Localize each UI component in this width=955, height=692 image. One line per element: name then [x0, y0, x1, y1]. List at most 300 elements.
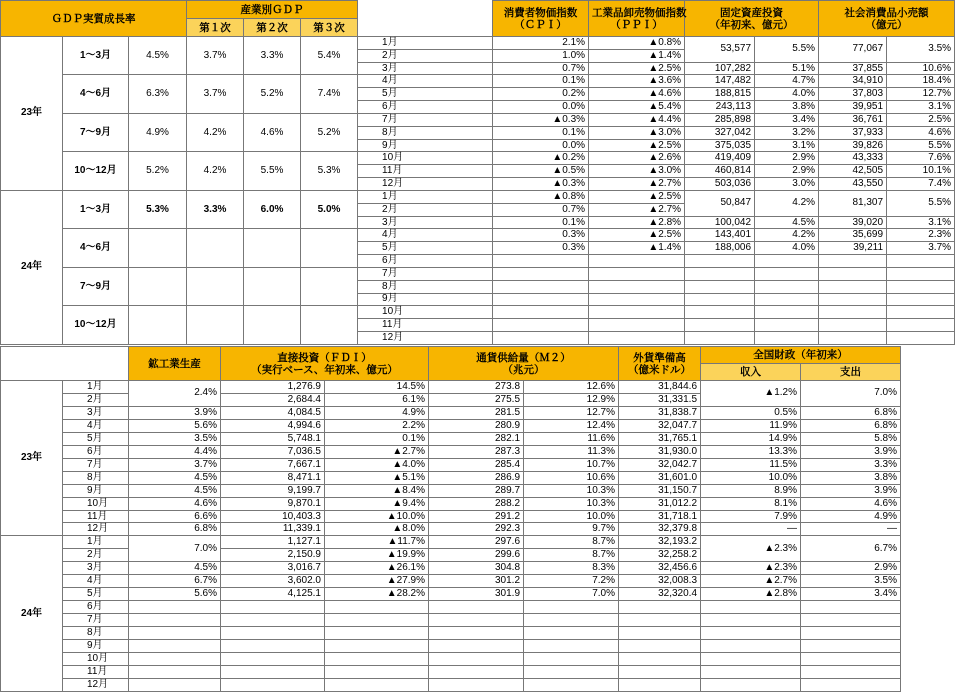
mining-cell: 5.6% — [129, 588, 221, 601]
blank-header — [358, 1, 493, 37]
fiscal-expenditure-cell: 3.8% — [801, 471, 901, 484]
fixed-asset-growth-cell: 3.2% — [755, 126, 819, 139]
sector2-header: 第２次 — [244, 19, 301, 37]
sector1-cell: 3.7% — [187, 37, 244, 75]
expenditure-header: 支出 — [801, 364, 901, 381]
fx-reserve-cell: 32,258.2 — [619, 549, 701, 562]
fixed-asset-cell — [685, 255, 755, 268]
fiscal-revenue-cell: 10.0% — [701, 471, 801, 484]
ppi-cell: ▲2.7% — [589, 178, 685, 191]
mining-cell: 6.7% — [129, 575, 221, 588]
fx-reserve-cell: 31,331.5 — [619, 393, 701, 406]
fdi-cell: 7,036.5 — [221, 445, 325, 458]
mining-cell: 6.8% — [129, 523, 221, 536]
fixed-asset-cell — [685, 319, 755, 332]
fixed-asset-growth-cell — [755, 267, 819, 280]
fdi-header: 直接投資（ＦＤＩ） （実行ベース、年初来、億元） — [221, 347, 429, 381]
mining-cell: 3.5% — [129, 432, 221, 445]
revenue-header: 収入 — [701, 364, 801, 381]
month-label: 11月 — [358, 319, 493, 332]
month-label: 2月 — [358, 49, 493, 62]
fixed-asset-cell: 53,577 — [685, 37, 755, 63]
m2-growth-cell: 11.3% — [524, 445, 619, 458]
fiscal-expenditure-cell: 6.7% — [801, 536, 901, 562]
fdi-growth-cell — [325, 601, 429, 614]
m2-growth-cell: 8.7% — [524, 536, 619, 549]
table-row — [1, 445, 901, 458]
m2-growth-cell: 10.3% — [524, 484, 619, 497]
fiscal-revenue-cell: 7.9% — [701, 510, 801, 523]
fdi-growth-cell: ▲27.9% — [325, 575, 429, 588]
m2-header: 通貨供給量（Ｍ２） （兆元） — [429, 347, 619, 381]
fiscal-revenue-cell: 8.1% — [701, 497, 801, 510]
cpi-cell: 0.3% — [493, 229, 589, 242]
fiscal-expenditure-cell: 3.3% — [801, 458, 901, 471]
sector1-cell: 3.7% — [187, 75, 244, 113]
m2-growth-cell: 9.7% — [524, 523, 619, 536]
fx-reserve-cell — [619, 678, 701, 691]
retail-cell — [819, 255, 887, 268]
macro-indicators-table-bottom — [0, 346, 901, 692]
m2-growth-cell: 10.7% — [524, 458, 619, 471]
mining-cell — [129, 665, 221, 678]
quarter-label: 1～3月 — [63, 37, 129, 75]
table-row — [1, 113, 955, 126]
retail-cell: 77,067 — [819, 37, 887, 63]
fx-reserve-header: 外貨準備高 （億米ドル） — [619, 347, 701, 381]
fdi-cell: 4,125.1 — [221, 588, 325, 601]
month-label: 8月 — [63, 627, 129, 640]
retail-cell: 37,855 — [819, 62, 887, 75]
mining-cell: 7.0% — [129, 536, 221, 562]
month-label: 12月 — [63, 523, 129, 536]
ppi-cell: ▲2.5% — [589, 190, 685, 203]
table-row — [1, 406, 901, 419]
retail-growth-cell: 4.6% — [887, 126, 955, 139]
fdi-growth-cell — [325, 640, 429, 653]
retail-cell: 81,307 — [819, 190, 887, 216]
table-row — [1, 229, 955, 242]
fiscal-revenue-cell — [701, 678, 801, 691]
fdi-cell: 3,602.0 — [221, 575, 325, 588]
table-row — [1, 458, 901, 471]
table-row — [1, 432, 901, 445]
retail-cell — [819, 319, 887, 332]
fx-reserve-cell — [619, 601, 701, 614]
month-label: 7月 — [63, 614, 129, 627]
fdi-cell: 9,199.7 — [221, 484, 325, 497]
fiscal-revenue-cell — [701, 601, 801, 614]
month-label: 11月 — [63, 665, 129, 678]
table-row — [1, 152, 955, 165]
top-table-body — [1, 37, 955, 345]
ppi-cell: ▲1.4% — [589, 49, 685, 62]
fdi-growth-cell: ▲11.7% — [325, 536, 429, 549]
m2-growth-cell: 7.2% — [524, 575, 619, 588]
m2-cell — [429, 678, 524, 691]
cpi-cell — [493, 280, 589, 293]
fiscal-revenue-cell: ▲2.7% — [701, 575, 801, 588]
table-row — [1, 678, 901, 691]
year-label: 24年 — [1, 536, 63, 692]
fixed-asset-cell: 285,898 — [685, 113, 755, 126]
retail-cell: 42,505 — [819, 165, 887, 178]
retail-cell: 37,803 — [819, 88, 887, 101]
month-label: 6月 — [358, 101, 493, 114]
retail-growth-cell: 5.5% — [887, 190, 955, 216]
retail-growth-cell: 10.1% — [887, 165, 955, 178]
cpi-cell: 1.0% — [493, 49, 589, 62]
month-label: 5月 — [358, 242, 493, 255]
gdp-growth-cell — [129, 267, 187, 305]
ppi-cell — [589, 306, 685, 319]
month-label: 12月 — [63, 678, 129, 691]
month-label: 2月 — [358, 203, 493, 216]
month-label: 8月 — [358, 126, 493, 139]
m2-growth-cell: 7.0% — [524, 588, 619, 601]
fiscal-header: 全国財政（年初来） — [701, 347, 901, 364]
month-label: 11月 — [358, 165, 493, 178]
month-label: 1月 — [63, 381, 129, 394]
fiscal-expenditure-cell: 3.5% — [801, 575, 901, 588]
retail-cell: 39,211 — [819, 242, 887, 255]
year-label: 23年 — [1, 381, 63, 536]
sector1-cell: 4.2% — [187, 152, 244, 190]
m2-cell: 286.9 — [429, 471, 524, 484]
fixed-asset-growth-cell: 3.1% — [755, 139, 819, 152]
table-row — [1, 523, 901, 536]
table-row — [1, 510, 901, 523]
quarter-label: 7～9月 — [63, 113, 129, 151]
month-label: 9月 — [358, 293, 493, 306]
retail-growth-cell: 3.1% — [887, 216, 955, 229]
sector2-cell — [244, 229, 301, 267]
sector3-cell — [301, 306, 358, 345]
mining-cell — [129, 627, 221, 640]
retail-growth-cell: 12.7% — [887, 88, 955, 101]
sector2-cell — [244, 306, 301, 345]
fdi-growth-cell: ▲10.0% — [325, 510, 429, 523]
retail-cell: 43,333 — [819, 152, 887, 165]
fdi-growth-cell: ▲5.1% — [325, 471, 429, 484]
fixed-asset-growth-cell: 3.4% — [755, 113, 819, 126]
sector1-cell: 3.3% — [187, 190, 244, 228]
m2-growth-cell: 10.6% — [524, 471, 619, 484]
cpi-cell: 0.0% — [493, 139, 589, 152]
macro-indicators-table-top — [0, 0, 955, 345]
mining-cell: 4.5% — [129, 471, 221, 484]
m2-growth-cell: 12.6% — [524, 381, 619, 394]
quarter-label: 4～6月 — [63, 229, 129, 267]
fixed-asset-growth-cell — [755, 332, 819, 345]
retail-growth-cell — [887, 267, 955, 280]
quarter-label: 4～6月 — [63, 75, 129, 113]
mining-cell: 4.5% — [129, 562, 221, 575]
fdi-cell: 2,684.4 — [221, 393, 325, 406]
cpi-cell: 0.1% — [493, 126, 589, 139]
fiscal-revenue-cell: 0.5% — [701, 406, 801, 419]
fdi-growth-cell: ▲8.0% — [325, 523, 429, 536]
month-label: 3月 — [63, 562, 129, 575]
fixed-asset-cell: 375,035 — [685, 139, 755, 152]
fdi-growth-cell: ▲9.4% — [325, 497, 429, 510]
fixed-asset-growth-cell: 5.1% — [755, 62, 819, 75]
ppi-cell — [589, 280, 685, 293]
table-row — [1, 497, 901, 510]
fiscal-revenue-cell: ― — [701, 523, 801, 536]
m2-cell — [429, 665, 524, 678]
table-row — [1, 75, 955, 88]
fdi-cell: 1,276.9 — [221, 381, 325, 394]
m2-cell: 291.2 — [429, 510, 524, 523]
fixed-asset-cell: 188,006 — [685, 242, 755, 255]
m2-cell: 292.3 — [429, 523, 524, 536]
retail-cell — [819, 332, 887, 345]
fixed-asset-cell: 419,409 — [685, 152, 755, 165]
fx-reserve-cell — [619, 640, 701, 653]
fdi-cell — [221, 678, 325, 691]
month-label: 4月 — [358, 229, 493, 242]
month-label: 5月 — [63, 588, 129, 601]
sector1-cell: 4.2% — [187, 113, 244, 151]
fdi-growth-cell: ▲8.4% — [325, 484, 429, 497]
month-label: 1月 — [358, 190, 493, 203]
ppi-cell: ▲2.7% — [589, 203, 685, 216]
ppi-header: 工業品卸売物価指数 （ＰＰＩ） — [589, 1, 685, 37]
table-row — [1, 614, 901, 627]
month-label: 5月 — [358, 88, 493, 101]
gdp-growth-cell: 6.3% — [129, 75, 187, 113]
fixed-asset-growth-cell: 3.0% — [755, 178, 819, 191]
fixed-asset-growth-cell: 2.9% — [755, 165, 819, 178]
ppi-cell: ▲0.8% — [589, 37, 685, 50]
cpi-cell: 0.7% — [493, 62, 589, 75]
table-row — [1, 37, 955, 50]
fiscal-revenue-cell: ▲2.3% — [701, 536, 801, 562]
month-label: 3月 — [358, 216, 493, 229]
table-row — [1, 562, 901, 575]
year-label: 24年 — [1, 190, 63, 344]
retail-growth-cell — [887, 306, 955, 319]
mining-header: 鉱工業生産 — [129, 347, 221, 381]
retail-growth-cell — [887, 319, 955, 332]
table-row — [1, 601, 901, 614]
mining-cell: 5.6% — [129, 419, 221, 432]
fx-reserve-cell — [619, 653, 701, 666]
cpi-cell: 0.0% — [493, 101, 589, 114]
fixed-asset-growth-cell: 4.0% — [755, 242, 819, 255]
month-label: 12月 — [358, 332, 493, 345]
fixed-asset-cell — [685, 332, 755, 345]
fdi-growth-cell: ▲19.9% — [325, 549, 429, 562]
month-label: 7月 — [358, 113, 493, 126]
month-label: 10月 — [63, 653, 129, 666]
m2-cell: 282.1 — [429, 432, 524, 445]
fdi-growth-cell: 6.1% — [325, 393, 429, 406]
cpi-cell: ▲0.3% — [493, 113, 589, 126]
month-label: 2月 — [63, 549, 129, 562]
sector3-cell: 5.2% — [301, 113, 358, 151]
sector3-cell — [301, 267, 358, 305]
cpi-cell: ▲0.3% — [493, 178, 589, 191]
m2-growth-cell: 8.7% — [524, 549, 619, 562]
mining-cell: 2.4% — [129, 381, 221, 407]
sector3-cell: 5.3% — [301, 152, 358, 190]
fixed-asset-growth-cell: 4.2% — [755, 190, 819, 216]
fixed-asset-growth-cell: 3.8% — [755, 101, 819, 114]
bottom-table-body — [1, 381, 901, 692]
fixed-asset-cell: 100,042 — [685, 216, 755, 229]
retail-cell: 35,699 — [819, 229, 887, 242]
table-row — [1, 484, 901, 497]
fiscal-revenue-cell: 13.3% — [701, 445, 801, 458]
quarter-label: 10～12月 — [63, 152, 129, 190]
retail-cell — [819, 280, 887, 293]
fiscal-expenditure-cell — [801, 614, 901, 627]
fdi-cell: 3,016.7 — [221, 562, 325, 575]
cpi-cell: 0.1% — [493, 216, 589, 229]
fiscal-expenditure-cell: 7.0% — [801, 381, 901, 407]
m2-cell: 299.6 — [429, 549, 524, 562]
fdi-growth-cell — [325, 678, 429, 691]
retail-cell: 37,933 — [819, 126, 887, 139]
fixed-asset-growth-cell: 2.9% — [755, 152, 819, 165]
ppi-cell: ▲2.8% — [589, 216, 685, 229]
ppi-cell: ▲3.6% — [589, 75, 685, 88]
fiscal-expenditure-cell — [801, 640, 901, 653]
m2-cell: 288.2 — [429, 497, 524, 510]
fixed-asset-cell: 188,815 — [685, 88, 755, 101]
sector1-cell — [187, 229, 244, 267]
fiscal-revenue-cell: 11.5% — [701, 458, 801, 471]
m2-growth-cell: 12.7% — [524, 406, 619, 419]
fx-reserve-cell: 31,601.0 — [619, 471, 701, 484]
fdi-cell: 8,471.1 — [221, 471, 325, 484]
m2-cell: 280.9 — [429, 419, 524, 432]
fixed-asset-cell: 147,482 — [685, 75, 755, 88]
sector3-cell: 5.4% — [301, 37, 358, 75]
m2-growth-cell: 12.4% — [524, 419, 619, 432]
ppi-cell — [589, 293, 685, 306]
m2-growth-cell — [524, 627, 619, 640]
mining-cell — [129, 640, 221, 653]
retail-cell: 39,826 — [819, 139, 887, 152]
mining-cell: 3.9% — [129, 406, 221, 419]
ppi-cell — [589, 267, 685, 280]
fixed-asset-cell — [685, 280, 755, 293]
fixed-asset-growth-cell — [755, 319, 819, 332]
fdi-growth-cell: 4.9% — [325, 406, 429, 419]
ppi-cell: ▲2.6% — [589, 152, 685, 165]
cpi-cell — [493, 267, 589, 280]
ppi-cell: ▲2.5% — [589, 229, 685, 242]
retail-growth-cell: 7.6% — [887, 152, 955, 165]
fiscal-revenue-cell — [701, 640, 801, 653]
retail-growth-cell: 3.1% — [887, 101, 955, 114]
fx-reserve-cell: 32,042.7 — [619, 458, 701, 471]
fiscal-revenue-cell — [701, 614, 801, 627]
sector2-cell: 5.5% — [244, 152, 301, 190]
fixed-asset-growth-cell: 4.5% — [755, 216, 819, 229]
fdi-growth-cell — [325, 653, 429, 666]
fdi-cell — [221, 614, 325, 627]
cpi-cell: 0.3% — [493, 242, 589, 255]
fx-reserve-cell: 32,456.6 — [619, 562, 701, 575]
fdi-cell: 1,127.1 — [221, 536, 325, 549]
ppi-cell — [589, 255, 685, 268]
sector2-cell: 6.0% — [244, 190, 301, 228]
fiscal-revenue-cell: ▲1.2% — [701, 381, 801, 407]
fx-reserve-cell: 31,930.0 — [619, 445, 701, 458]
fiscal-expenditure-cell: 5.8% — [801, 432, 901, 445]
fx-reserve-cell: 31,765.1 — [619, 432, 701, 445]
fiscal-revenue-cell: ▲2.3% — [701, 562, 801, 575]
month-label: 9月 — [358, 139, 493, 152]
year-label: 23年 — [1, 37, 63, 191]
fx-reserve-cell: 31,012.2 — [619, 497, 701, 510]
month-label: 4月 — [63, 575, 129, 588]
cpi-cell: 0.2% — [493, 88, 589, 101]
retail-cell: 34,910 — [819, 75, 887, 88]
table-row — [1, 575, 901, 588]
quarter-label: 7～9月 — [63, 267, 129, 305]
fiscal-expenditure-cell: 6.8% — [801, 406, 901, 419]
m2-growth-cell: 12.9% — [524, 393, 619, 406]
sector2-cell: 5.2% — [244, 75, 301, 113]
fdi-cell — [221, 665, 325, 678]
fixed-asset-cell — [685, 306, 755, 319]
retail-cell: 36,761 — [819, 113, 887, 126]
table-row — [1, 627, 901, 640]
month-label: 7月 — [358, 267, 493, 280]
retail-cell: 39,951 — [819, 101, 887, 114]
fdi-cell: 7,667.1 — [221, 458, 325, 471]
fixed-asset-growth-cell: 4.0% — [755, 88, 819, 101]
fiscal-revenue-cell: ▲2.8% — [701, 588, 801, 601]
fdi-cell: 11,339.1 — [221, 523, 325, 536]
sector2-cell: 3.3% — [244, 37, 301, 75]
mining-cell: 3.7% — [129, 458, 221, 471]
cpi-cell — [493, 306, 589, 319]
m2-growth-cell — [524, 614, 619, 627]
cpi-cell: ▲0.5% — [493, 165, 589, 178]
mining-cell — [129, 601, 221, 614]
table-row — [1, 306, 955, 319]
ppi-cell — [589, 332, 685, 345]
m2-growth-cell — [524, 640, 619, 653]
cpi-cell: ▲0.2% — [493, 152, 589, 165]
sector3-header: 第３次 — [301, 19, 358, 37]
month-label: 12月 — [358, 178, 493, 191]
fx-reserve-cell: 32,008.3 — [619, 575, 701, 588]
sector3-cell: 7.4% — [301, 75, 358, 113]
fdi-growth-cell: ▲2.7% — [325, 445, 429, 458]
ppi-cell: ▲3.0% — [589, 165, 685, 178]
fixed-asset-cell — [685, 267, 755, 280]
fiscal-expenditure-cell: ― — [801, 523, 901, 536]
month-label: 4月 — [63, 419, 129, 432]
fixed-asset-cell: 143,401 — [685, 229, 755, 242]
sector1-cell — [187, 267, 244, 305]
month-label: 3月 — [63, 406, 129, 419]
retail-sales-header: 社会消費品小売額 （億元） — [819, 1, 955, 37]
retail-growth-cell: 3.5% — [887, 37, 955, 63]
cpi-cell: 0.1% — [493, 75, 589, 88]
gdp-growth-cell: 5.2% — [129, 152, 187, 190]
quarter-label: 10～12月 — [63, 306, 129, 345]
cpi-header: 消費者物価指数 （ＣＰＩ） — [493, 1, 589, 37]
fiscal-revenue-cell: 14.9% — [701, 432, 801, 445]
